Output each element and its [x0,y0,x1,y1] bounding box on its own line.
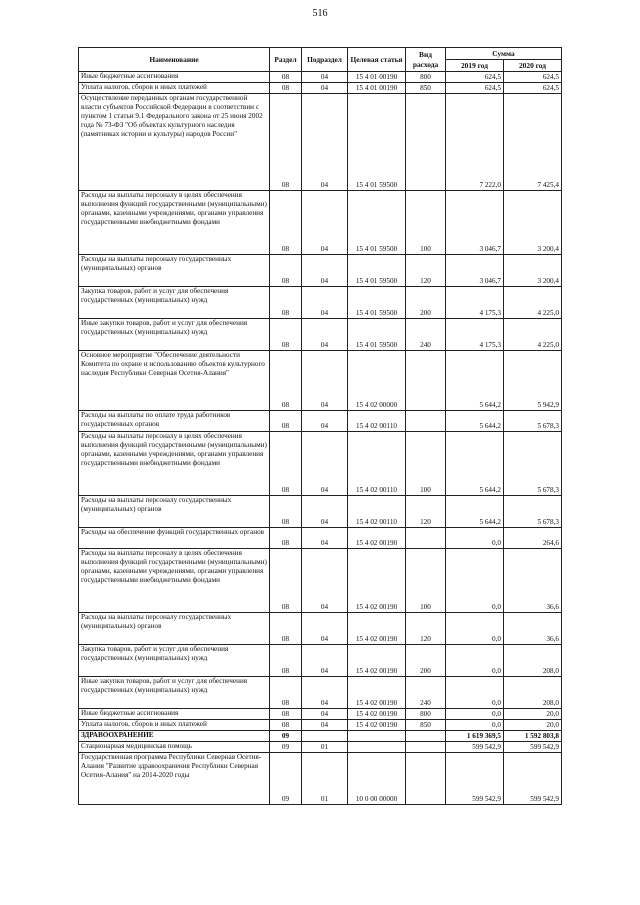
row-name: Закупка товаров, работ и услуг для обеспечения государственных (муниципальных) нужд [79,287,270,319]
row-target-article: 15 4 02 00190 [348,677,406,709]
row-target-article: 15 4 02 00000 [348,351,406,411]
row-section: 08 [270,645,302,677]
table-row [79,742,562,753]
row-section: 09 [270,753,302,805]
row-target-article: 15 4 01 59500 [348,287,406,319]
row-section: 08 [270,528,302,549]
row-expense-type: 200 [406,645,446,677]
row-subsection: 01 [302,742,348,753]
header-year-2019: 2019 год [446,60,504,72]
row-subsection: 04 [302,677,348,709]
row-sum-2020: 5 678,3 [504,496,562,528]
row-expense-type [406,753,446,805]
table-row [79,319,562,351]
row-name: Расходы на выплаты персоналу в целях обеспечения выполнения функций государственными (муниципальными) органами, казенными учреждениями, органами управления государственными внебюджетными фондами [79,191,270,255]
table-row [79,549,562,613]
row-sum-2019: 5 644,2 [446,351,504,411]
table-row [79,191,562,255]
row-sum-2019: 599 542,9 [446,753,504,805]
row-expense-type: 240 [406,677,446,709]
row-section: 08 [270,255,302,287]
row-target-article [348,731,406,742]
row-sum-2019: 4 175,3 [446,319,504,351]
row-expense-type [406,351,446,411]
row-expense-type: 200 [406,287,446,319]
header-name: Наименование [79,48,270,72]
row-expense-type [406,731,446,742]
row-expense-type: 240 [406,319,446,351]
row-target-article: 15 4 02 00110 [348,411,406,432]
row-sum-2019: 599 542,9 [446,742,504,753]
row-sum-2019: 5 644,2 [446,496,504,528]
row-subsection: 04 [302,645,348,677]
table-row [79,496,562,528]
row-subsection: 04 [302,411,348,432]
table-row [79,645,562,677]
row-subsection: 04 [302,319,348,351]
row-name: ЗДРАВООХРАНЕНИЕ [79,731,270,742]
row-sum-2020: 5 678,3 [504,432,562,496]
row-target-article: 15 4 01 59500 [348,319,406,351]
table-row [79,255,562,287]
row-sum-2020: 20,0 [504,720,562,731]
row-section: 08 [270,720,302,731]
row-name: Иные закупки товаров, работ и услуг для обеспечения государственных (муниципальных) нужд [79,677,270,709]
row-name: Иные бюджетные ассигнования [79,709,270,720]
row-subsection [302,731,348,742]
row-expense-type [406,94,446,191]
row-target-article: 15 4 01 59500 [348,94,406,191]
row-target-article: 15 4 02 00190 [348,709,406,720]
table-row [79,411,562,432]
row-section: 08 [270,351,302,411]
row-target-article: 15 4 02 00190 [348,720,406,731]
row-expense-type: 850 [406,720,446,731]
row-expense-type: 120 [406,613,446,645]
row-subsection: 04 [302,613,348,645]
row-target-article: 15 4 02 00190 [348,613,406,645]
row-sum-2020: 36,6 [504,549,562,613]
row-subsection: 04 [302,720,348,731]
row-sum-2019: 5 644,2 [446,411,504,432]
table-row [79,94,562,191]
row-subsection: 04 [302,191,348,255]
row-subsection: 04 [302,432,348,496]
row-target-article [348,742,406,753]
row-sum-2019: 0,0 [446,645,504,677]
row-subsection: 04 [302,72,348,83]
row-sum-2019: 0,0 [446,528,504,549]
row-name: Расходы на выплаты персоналу государственных (муниципальных) органов [79,496,270,528]
row-subsection: 04 [302,351,348,411]
row-name: Расходы на выплаты персоналу в целях обеспечения выполнения функций государственными (муниципальными) органами, казенными учреждениями, органами управления государственными внебюджетными фондами [79,549,270,613]
row-target-article: 15 4 02 00190 [348,549,406,613]
row-name: Расходы на выплаты персоналу государственных (муниципальных) органов [79,613,270,645]
row-expense-type: 120 [406,496,446,528]
row-sum-2019: 0,0 [446,677,504,709]
row-sum-2020: 5 942,9 [504,351,562,411]
table-row [79,287,562,319]
row-section: 08 [270,191,302,255]
row-subsection: 04 [302,94,348,191]
table-row [79,613,562,645]
row-name: Расходы на выплаты персоналу в целях обеспечения выполнения функций государственными (муниципальными) органами, казенными учреждениями, органами управления государственными внебюджетными фондами [79,432,270,496]
row-expense-type [406,528,446,549]
row-target-article: 15 4 02 00190 [348,645,406,677]
table-row [79,432,562,496]
row-section: 08 [270,432,302,496]
row-sum-2020: 36,6 [504,613,562,645]
row-target-article: 15 4 01 59500 [348,191,406,255]
row-target-article: 10 0 00 00000 [348,753,406,805]
row-sum-2020: 599 542,9 [504,742,562,753]
row-expense-type: 100 [406,191,446,255]
row-section: 08 [270,72,302,83]
row-sum-2020: 3 200,4 [504,191,562,255]
header-expense-type: Вид расхода [406,48,446,72]
row-sum-2019: 7 222,0 [446,94,504,191]
row-sum-2019: 0,0 [446,613,504,645]
row-sum-2019: 3 046,7 [446,255,504,287]
row-sum-2020: 7 425,4 [504,94,562,191]
row-section: 08 [270,83,302,94]
row-expense-type: 120 [406,255,446,287]
row-name: Закупка товаров, работ и услуг для обеспечения государственных (муниципальных) нужд [79,645,270,677]
row-sum-2020: 208,0 [504,645,562,677]
table-row [79,720,562,731]
row-name: Стационарная медицинская помощь [79,742,270,753]
row-subsection: 01 [302,753,348,805]
table-row [79,72,562,83]
row-name: Иные бюджетные ассигнования [79,72,270,83]
budget-table [78,47,562,805]
header-subsection: Подраздел [302,48,348,72]
row-name: Расходы на выплаты персоналу государственных (муниципальных) органов [79,255,270,287]
row-sum-2020: 4 225,0 [504,287,562,319]
row-name: Уплата налогов, сборов и иных платежей [79,83,270,94]
row-sum-2019: 4 175,3 [446,287,504,319]
row-target-article: 15 4 02 00190 [348,528,406,549]
row-expense-type: 800 [406,709,446,720]
table-row [79,753,562,805]
table-row [79,709,562,720]
row-sum-2020: 3 200,4 [504,255,562,287]
row-name: Основное мероприятие "Обеспечение деятельности Комитета по охране и использованию объектов культурного наследия Республики Северная Осетия-Алания" [79,351,270,411]
table-row [79,731,562,742]
row-sum-2020: 20,0 [504,709,562,720]
row-section: 08 [270,287,302,319]
row-section: 08 [270,613,302,645]
row-sum-2020: 624,5 [504,72,562,83]
page-number: 516 [312,8,328,19]
row-sum-2019: 1 619 369,5 [446,731,504,742]
row-target-article: 15 4 01 00190 [348,72,406,83]
row-sum-2020: 624,5 [504,83,562,94]
row-expense-type [406,411,446,432]
row-section: 08 [270,549,302,613]
row-section: 08 [270,496,302,528]
row-sum-2019: 624,5 [446,72,504,83]
row-expense-type: 100 [406,432,446,496]
table-row [79,83,562,94]
row-section: 08 [270,677,302,709]
row-name: Государственная программа Республики Северная Осетия-Алания "Развитие здравоохранения Республики Северная Осетия-Алания" на 2014-2020 годы [79,753,270,805]
row-expense-type: 100 [406,549,446,613]
row-name: Осуществление переданных органам государственной власти субъектов Российской Федерации в соответствии с пунктом 1 статьи 9.1 Федерального закона от 25 июня 2002 года № 73-ФЗ "Об объектах культурного наследия (памятниках истории и культуры) народов России" [79,94,270,191]
row-sum-2019: 0,0 [446,549,504,613]
row-sum-2019: 3 046,7 [446,191,504,255]
row-sum-2019: 624,5 [446,83,504,94]
row-name: Расходы на обеспечение функций государственных органов [79,528,270,549]
row-subsection: 04 [302,255,348,287]
row-subsection: 04 [302,549,348,613]
row-section: 08 [270,411,302,432]
row-expense-type: 800 [406,72,446,83]
row-name: Расходы на выплаты по оплате труда работников государственных органов [79,411,270,432]
row-name: Уплата налогов, сборов и иных платежей [79,720,270,731]
row-subsection: 04 [302,287,348,319]
row-target-article: 15 4 01 59500 [348,255,406,287]
header-sum: Сумма [446,48,562,60]
row-section: 09 [270,742,302,753]
row-subsection: 04 [302,83,348,94]
row-expense-type [406,742,446,753]
row-name: Иные закупки товаров, работ и услуг для обеспечения государственных (муниципальных) нужд [79,319,270,351]
row-sum-2020: 5 678,3 [504,411,562,432]
row-target-article: 15 4 02 00110 [348,432,406,496]
row-sum-2020: 1 592 803,8 [504,731,562,742]
table-row [79,351,562,411]
table-row [79,528,562,549]
row-section: 08 [270,709,302,720]
row-section: 08 [270,94,302,191]
row-target-article: 15 4 01 00190 [348,83,406,94]
row-subsection: 04 [302,496,348,528]
row-sum-2019: 0,0 [446,720,504,731]
row-subsection: 04 [302,709,348,720]
table-row [79,677,562,709]
row-target-article: 15 4 02 00110 [348,496,406,528]
row-sum-2019: 5 644,2 [446,432,504,496]
row-sum-2020: 208,0 [504,677,562,709]
row-sum-2020: 599 542,9 [504,753,562,805]
row-sum-2019: 0,0 [446,709,504,720]
header-target: Целевая статья [348,48,406,72]
header-year-2020: 2020 год [504,60,562,72]
row-section: 09 [270,731,302,742]
row-sum-2020: 4 225,0 [504,319,562,351]
row-sum-2020: 264,6 [504,528,562,549]
row-section: 08 [270,319,302,351]
row-subsection: 04 [302,528,348,549]
row-expense-type: 850 [406,83,446,94]
header-section: Раздел [270,48,302,72]
